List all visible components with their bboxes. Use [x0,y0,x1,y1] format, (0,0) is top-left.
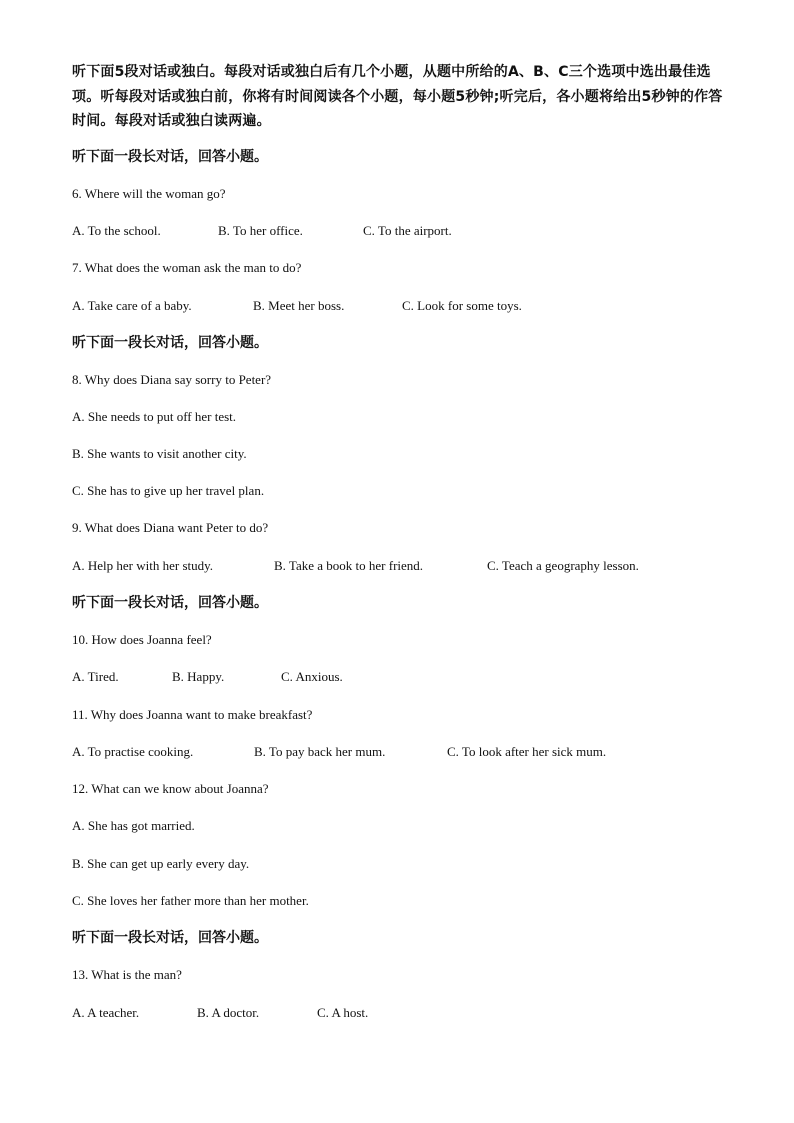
options-7 [72,296,732,316]
section-heading: 听下面一段长对话，回答小题。 [72,334,268,351]
option-b: B. She wants to visit another city. [72,445,247,461]
instructions: 听下面5段对话或独白。每段对话或独白后有几个小题，从题中所给的A、B、C三个选项中选出最佳选项。听每段对话或独白前，你将有时间阅读各个小题，每小题5秒钟;听完后，各小题将给出5秒钟的作答时间。每段对话或独白读两遍。 [72,64,723,129]
options-10 [72,667,732,687]
option-a: A. Tired. [72,668,119,684]
question-8: 8. Why does Diana say sorry to Peter? [72,371,272,387]
option-a: A. To the school. [72,222,161,238]
option-c: C. Teach a geography lesson. [487,557,639,573]
option-b: B. Happy. [172,668,225,684]
question-9: 9. What does Diana want Peter to do? [72,519,269,535]
option-a: A. Help her with her study. [72,557,214,573]
option-c: C. To look after her sick mum. [447,743,607,759]
options-13 [72,1003,732,1023]
question-12: 12. What can we know about Joanna? [72,780,269,796]
option-b: B. To pay back her mum. [254,743,386,759]
options-11 [72,742,732,762]
section-heading: 听下面一段长对话，回答小题。 [72,594,268,611]
question-10: 10. How does Joanna feel? [72,631,212,647]
question-7: 7. What does the woman ask the man to do? [72,259,302,275]
option-b: B. To her office. [218,222,303,238]
question-6: 6. Where will the woman go? [72,185,226,201]
option-c: C. A host. [317,1004,369,1020]
option-a: A. To practise cooking. [72,743,194,759]
option-a: A. She has got married. [72,817,195,833]
option-b: B. She can get up early every day. [72,855,250,871]
option-c: C. She loves her father more than her mother. [72,892,309,908]
question-13: 13. What is the man? [72,966,182,982]
section-heading: 听下面一段长对话，回答小题。 [72,148,268,165]
option-c: C. Look for some toys. [402,297,522,313]
option-c: C. To the airport. [363,222,452,238]
option-c: C. She has to give up her travel plan. [72,482,265,498]
option-c: C. Anxious. [281,668,343,684]
section-heading: 听下面一段长对话，回答小题。 [72,929,268,946]
option-b: B. A doctor. [197,1004,260,1020]
question-11: 11. Why does Joanna want to make breakfast? [72,706,313,722]
option-b: B. Meet her boss. [253,297,345,313]
option-a: A. She needs to put off her test. [72,408,237,424]
options-6 [72,221,732,241]
document-page [72,60,732,1023]
options-9 [72,556,732,576]
option-a: A. A teacher. [72,1004,140,1020]
option-a: A. Take care of a baby. [72,297,192,313]
option-b: B. Take a book to her friend. [274,557,424,573]
